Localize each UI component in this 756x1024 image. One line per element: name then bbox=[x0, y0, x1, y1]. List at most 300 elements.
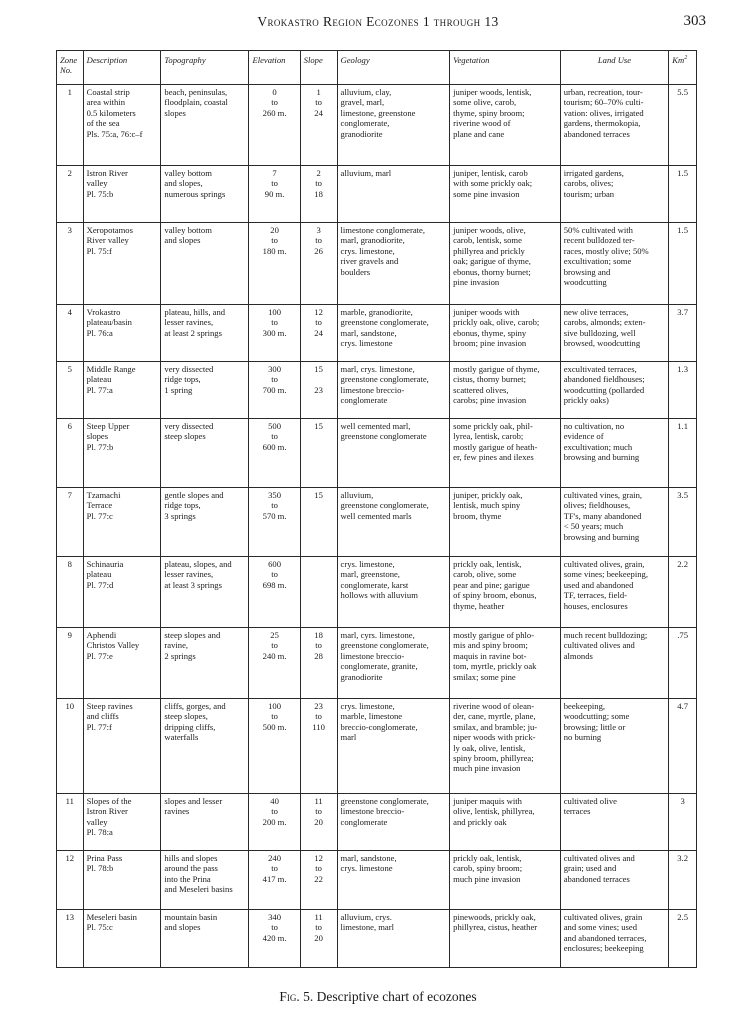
cell-line: 40 bbox=[270, 796, 279, 806]
cell-line: 350 bbox=[268, 490, 282, 500]
cell-line: 20 bbox=[314, 816, 323, 827]
cell-line: woodcutting (pollarded bbox=[563, 384, 645, 395]
cell-line: 600 bbox=[268, 559, 282, 569]
zone-number: 5 bbox=[57, 362, 84, 419]
zone-number: 3 bbox=[57, 223, 84, 305]
running-title: Vrokastro Region Ecozones 1 through 13 bbox=[257, 14, 499, 29]
cell-line: valley bbox=[86, 178, 108, 189]
cell-line: conglomerate, granite, bbox=[340, 661, 418, 672]
zone-number: 9 bbox=[57, 628, 84, 699]
cell-line: tourism; urban bbox=[563, 188, 615, 199]
cell-line: beach, peninsulas, bbox=[164, 87, 228, 97]
cell-line: no burning bbox=[563, 732, 602, 743]
cell-line: 18 bbox=[314, 630, 323, 640]
description-cell bbox=[83, 557, 161, 628]
cell-line: riverine wood of bbox=[453, 118, 511, 129]
vegetation-cell bbox=[450, 628, 561, 699]
topography-cell bbox=[161, 910, 249, 968]
cell-line: browsing and burning bbox=[563, 452, 640, 463]
cell-line: greenstone conglomerate, bbox=[340, 796, 429, 806]
cell-line: cultivated olives and bbox=[563, 853, 635, 863]
land-use-cell bbox=[560, 910, 669, 968]
km2-cell: 2.2 bbox=[669, 557, 697, 628]
geology-cell bbox=[337, 362, 450, 419]
cell-line: used and abandoned bbox=[563, 579, 634, 590]
elevation-cell bbox=[249, 488, 300, 557]
description-cell bbox=[83, 488, 161, 557]
cell-line: into the Prina bbox=[164, 873, 211, 884]
elevation-cell bbox=[249, 85, 300, 166]
cell-line: pine invasion bbox=[453, 277, 500, 288]
cell-line: Pl. 78:a bbox=[86, 827, 113, 838]
cell-line: der, cane, myrtle, plane, bbox=[453, 711, 536, 722]
col-header-land-use: Land Use bbox=[560, 51, 669, 85]
cell-line: alluvium, crys. bbox=[340, 912, 392, 922]
cell-line: very dissected bbox=[164, 421, 214, 431]
cell-line: 100 bbox=[268, 701, 282, 711]
table-row bbox=[57, 628, 697, 699]
cell-line: to bbox=[271, 374, 278, 385]
cell-line: at least 3 springs bbox=[164, 579, 222, 590]
cell-line: mostly garigue of heath- bbox=[453, 441, 538, 452]
cell-line: smilax, and bramble; ju- bbox=[453, 721, 538, 732]
km2-cell: 1.3 bbox=[669, 362, 697, 419]
cell-line: crys. limestone, bbox=[340, 245, 395, 256]
cell-line: carobs, olives; bbox=[563, 178, 614, 189]
cell-line: maquis in ravine bot- bbox=[453, 650, 527, 661]
cell-line: to bbox=[315, 317, 322, 328]
col-header-elevation: Elevation bbox=[249, 51, 300, 85]
table-body bbox=[57, 85, 697, 968]
cell-line: Pl. 75:b bbox=[86, 188, 114, 199]
km2-cell: 1.5 bbox=[669, 166, 697, 223]
col-header-slope: Slope bbox=[300, 51, 337, 85]
zone-number: 10 bbox=[57, 699, 84, 794]
cell-line: gravel, marl, bbox=[340, 97, 385, 108]
cell-line: Terrace bbox=[86, 500, 113, 511]
cell-line: Christos Valley bbox=[86, 640, 140, 651]
cell-line: marble, limestone bbox=[340, 711, 403, 722]
cell-line: 0 bbox=[272, 87, 277, 97]
cell-line: alluvium, bbox=[340, 490, 374, 500]
cell-line: breccio-conglomerate, bbox=[340, 721, 418, 732]
cell-line: 417 m. bbox=[262, 873, 287, 884]
vegetation-cell bbox=[450, 362, 561, 419]
slope-cell bbox=[300, 419, 337, 488]
land-use-cell bbox=[560, 362, 669, 419]
cell-line: TF's, many abandoned bbox=[563, 510, 642, 521]
cell-line: vation: olives, irrigated bbox=[563, 107, 644, 118]
cell-line: woodcutting; some bbox=[563, 711, 630, 722]
cell-line: and cliffs bbox=[86, 711, 119, 722]
cell-line: some prickly oak, phil- bbox=[453, 421, 533, 431]
cell-line: 23 bbox=[314, 701, 323, 711]
cell-line: cultivated olives, grain, bbox=[563, 559, 645, 569]
slope-cell bbox=[300, 166, 337, 223]
geology-cell bbox=[337, 166, 450, 223]
cell-line: prickly oaks) bbox=[563, 395, 609, 406]
vegetation-cell bbox=[450, 699, 561, 794]
elevation-cell bbox=[249, 362, 300, 419]
cell-line: browsed, woodcutting bbox=[563, 338, 641, 349]
cell-line: Pl. 77:e bbox=[86, 650, 113, 661]
geology-cell bbox=[337, 305, 450, 362]
km2-cell: 2.5 bbox=[669, 910, 697, 968]
geology-cell bbox=[337, 419, 450, 488]
cell-line: 24 bbox=[314, 327, 323, 338]
cell-line: much pine invasion bbox=[453, 873, 521, 884]
land-use-cell bbox=[560, 851, 669, 910]
topography-cell bbox=[161, 628, 249, 699]
cell-line: steep slopes, bbox=[164, 711, 208, 722]
cell-line: plateau, hills, and bbox=[164, 307, 226, 317]
elevation-cell bbox=[249, 305, 300, 362]
cell-line: juniper, prickly oak, bbox=[453, 490, 523, 500]
cell-line: to bbox=[271, 640, 278, 651]
cell-line: granodiorite bbox=[340, 671, 383, 682]
cell-line: crys. limestone, bbox=[340, 701, 395, 711]
elevation-cell bbox=[249, 910, 300, 968]
cell-line: limestone breccio- bbox=[340, 806, 405, 817]
cell-line: 570 m. bbox=[262, 510, 287, 521]
cell-line: steep slopes bbox=[164, 431, 206, 442]
cell-line: 7 bbox=[272, 168, 277, 178]
cell-line: juniper, lentisk, carob bbox=[453, 168, 528, 178]
cell-line: 18 bbox=[314, 188, 323, 199]
zone-number: 12 bbox=[57, 851, 84, 910]
cell-line: dripping cliffs, bbox=[164, 721, 216, 732]
cell-line: Steep ravines bbox=[86, 701, 133, 711]
cell-line: to bbox=[271, 178, 278, 189]
cell-line: with some prickly oak; bbox=[453, 178, 533, 189]
cell-line: much recent bulldozing; bbox=[563, 630, 648, 640]
cell-line: to bbox=[271, 711, 278, 722]
cell-line: prickly oak, lentisk, bbox=[453, 559, 522, 569]
vegetation-cell bbox=[450, 794, 561, 851]
cell-line: to bbox=[271, 97, 278, 108]
header-row bbox=[57, 51, 697, 85]
cell-line: browsing and burning bbox=[563, 531, 640, 542]
cell-line: 240 m. bbox=[262, 650, 287, 661]
slope-cell bbox=[300, 699, 337, 794]
cell-line: well cemented marl, bbox=[340, 421, 411, 431]
geology-cell bbox=[337, 557, 450, 628]
cell-line: evidence of bbox=[563, 431, 604, 442]
description-cell bbox=[83, 419, 161, 488]
cell-line: oak; garigue of thyme, bbox=[453, 256, 531, 267]
cell-line: marl bbox=[340, 732, 357, 743]
cell-line: houses, enclosures bbox=[563, 600, 628, 611]
slope-cell bbox=[300, 628, 337, 699]
elevation-cell bbox=[249, 794, 300, 851]
cell-line: and slopes, bbox=[164, 178, 203, 189]
cell-line: 50% cultivated with bbox=[563, 225, 633, 235]
zone-number: 13 bbox=[57, 910, 84, 968]
geology-cell bbox=[337, 910, 450, 968]
cell-line: 2 springs bbox=[164, 650, 196, 661]
cell-line: greenstone conglomerate, bbox=[340, 640, 429, 651]
cell-line: to bbox=[271, 317, 278, 328]
elevation-cell bbox=[249, 851, 300, 910]
cell-line: excultivation; much bbox=[563, 441, 633, 452]
cell-line: Slopes of the bbox=[86, 796, 132, 806]
topography-cell bbox=[161, 85, 249, 166]
running-head bbox=[0, 10, 756, 34]
cell-line: ebonus, thorny burnet; bbox=[453, 266, 531, 277]
cell-line: ridge tops, bbox=[164, 374, 201, 385]
cell-line: broom; pine invasion bbox=[453, 338, 527, 349]
vegetation-cell bbox=[450, 557, 561, 628]
cell-line: around the pass bbox=[164, 863, 218, 874]
table-row bbox=[57, 419, 697, 488]
cell-line: browsing and bbox=[563, 266, 611, 277]
cell-line: carobs, almonds; exten- bbox=[563, 317, 646, 328]
cell-line: marl, crys. limestone, bbox=[340, 364, 415, 374]
cell-line: grain; used and bbox=[563, 863, 617, 874]
cell-line: limestone breccio- bbox=[340, 384, 405, 395]
zone-number: 4 bbox=[57, 305, 84, 362]
cell-line: 15 bbox=[314, 421, 323, 431]
cell-line: valley bbox=[86, 816, 108, 827]
km2-cell: 3.5 bbox=[669, 488, 697, 557]
cell-line: new olive terraces, bbox=[563, 307, 629, 317]
land-use-cell bbox=[560, 628, 669, 699]
cell-line: 500 bbox=[268, 421, 282, 431]
cell-line: Pl. 75:f bbox=[86, 245, 112, 256]
cell-line: mountain basin bbox=[164, 912, 218, 922]
cell-line: pinewoods, prickly oak, bbox=[453, 912, 536, 922]
col-header-km2: Km$^2$ bbox=[669, 51, 697, 85]
cell-line: browsing; little or bbox=[563, 721, 626, 732]
cell-line: crys. limestone bbox=[340, 338, 393, 349]
cell-line: cultivated olives and bbox=[563, 640, 635, 651]
cell-line: 300 m. bbox=[262, 327, 287, 338]
cell-line: Pl. 75:c bbox=[86, 922, 113, 933]
cell-line: to bbox=[271, 235, 278, 246]
cell-line: races, mostly olive; 50% bbox=[563, 245, 649, 256]
vegetation-cell bbox=[450, 305, 561, 362]
cell-line: prickly oak, lentisk, bbox=[453, 853, 522, 863]
cell-line: some vines; beekeeping, bbox=[563, 569, 648, 580]
col-header-vegetation: Vegetation bbox=[450, 51, 561, 85]
land-use-cell bbox=[560, 488, 669, 557]
cell-line: 698 m. bbox=[262, 579, 287, 590]
cell-line: thyme, heather bbox=[453, 600, 505, 611]
vegetation-cell bbox=[450, 419, 561, 488]
cell-line: recent bulldozed ter- bbox=[563, 235, 635, 246]
cell-line: steep slopes and bbox=[164, 630, 221, 640]
cell-line: and slopes bbox=[164, 235, 201, 246]
cell-line: crys. limestone, bbox=[340, 559, 395, 569]
vegetation-cell bbox=[450, 488, 561, 557]
cell-line: at least 2 springs bbox=[164, 327, 222, 338]
cell-line: spiny broom, phillyrea; bbox=[453, 753, 534, 764]
description-cell bbox=[83, 851, 161, 910]
cell-line: terraces bbox=[563, 806, 591, 817]
cell-line: Pl. 77:b bbox=[86, 441, 114, 452]
cell-line: limestone, greenstone bbox=[340, 107, 416, 118]
cell-line: to bbox=[315, 806, 322, 817]
cell-line: very dissected bbox=[164, 364, 214, 374]
cell-line: abandoned terraces bbox=[563, 873, 630, 884]
cell-line: phillyrea, cistus, heather bbox=[453, 922, 538, 933]
zone-number: 8 bbox=[57, 557, 84, 628]
cell-line: mostly garigue of phlo- bbox=[453, 630, 535, 640]
cell-line: urban, recreation, tour- bbox=[563, 87, 643, 97]
cell-line: Pls. 75:a, 76:c–f bbox=[86, 128, 143, 139]
cell-line: valley bottom bbox=[164, 225, 212, 235]
cell-line: no cultivation, no bbox=[563, 421, 625, 431]
km2-cell: 3 bbox=[669, 794, 697, 851]
cell-line: Middle Range bbox=[86, 364, 136, 374]
cell-line: 3 bbox=[316, 225, 321, 235]
cell-line: scattered olives, bbox=[453, 384, 509, 395]
description-cell bbox=[83, 794, 161, 851]
topography-cell bbox=[161, 223, 249, 305]
km2-cell: 4.7 bbox=[669, 699, 697, 794]
col-header-zone: Zone No. bbox=[57, 51, 84, 85]
cell-line: 600 m. bbox=[262, 441, 287, 452]
topography-cell bbox=[161, 488, 249, 557]
table-row bbox=[57, 166, 697, 223]
cell-line: to bbox=[315, 922, 322, 933]
slope-cell bbox=[300, 362, 337, 419]
topography-cell bbox=[161, 305, 249, 362]
cell-line: carobs; pine invasion bbox=[453, 395, 527, 406]
cell-line: ebonus, thyme, spiny bbox=[453, 327, 527, 338]
cell-line: plateau, slopes, and bbox=[164, 559, 232, 569]
cell-line: 12 bbox=[314, 853, 323, 863]
cell-line: mis and spiny broom; bbox=[453, 640, 528, 651]
cell-line: 28 bbox=[314, 650, 323, 661]
cell-line: irrigated gardens, bbox=[563, 168, 624, 178]
table-row bbox=[57, 557, 697, 628]
cell-line: 1 spring bbox=[164, 384, 193, 395]
cell-line: marble, granodiorite, bbox=[340, 307, 413, 317]
cell-line: niper woods with prick- bbox=[453, 732, 536, 743]
geology-cell bbox=[337, 851, 450, 910]
cell-line: Tzamachi bbox=[86, 490, 121, 500]
cell-line: 180 m. bbox=[262, 245, 287, 256]
table-row bbox=[57, 223, 697, 305]
cell-line: almonds bbox=[563, 650, 593, 661]
cell-line: Pl. 78:b bbox=[86, 863, 114, 874]
cell-line: Steep Upper bbox=[86, 421, 130, 431]
elevation-cell bbox=[249, 628, 300, 699]
cell-line: to bbox=[315, 97, 322, 108]
cell-line: plateau/basin bbox=[86, 317, 132, 328]
cell-line: broom, thyme bbox=[453, 510, 502, 521]
cell-line: 420 m. bbox=[262, 932, 287, 943]
cell-line: 0.5 kilometers bbox=[86, 107, 136, 118]
zone-number: 2 bbox=[57, 166, 84, 223]
cell-line: to bbox=[271, 922, 278, 933]
land-use-cell bbox=[560, 557, 669, 628]
cell-line: excultivated terraces, bbox=[563, 364, 637, 374]
zone-number: 1 bbox=[57, 85, 84, 166]
col-header-geology: Geology bbox=[337, 51, 450, 85]
cell-line: riverine wood of olean- bbox=[453, 701, 535, 711]
slope-cell bbox=[300, 910, 337, 968]
geology-cell bbox=[337, 628, 450, 699]
col-header-description: Description bbox=[83, 51, 161, 85]
cell-line: juniper woods, lentisk, bbox=[453, 87, 532, 97]
cell-line: marl, greenstone, bbox=[340, 569, 400, 580]
km2-cell: 5.5 bbox=[669, 85, 697, 166]
vegetation-cell bbox=[450, 851, 561, 910]
caption-text: Descriptive chart of ecozones bbox=[316, 989, 477, 1004]
km2-cell: 1.5 bbox=[669, 223, 697, 305]
land-use-cell bbox=[560, 305, 669, 362]
cell-line: crys. limestone bbox=[340, 863, 393, 874]
description-cell bbox=[83, 628, 161, 699]
cell-line: woodcutting bbox=[563, 277, 607, 288]
cell-line: Pl. 77:f bbox=[86, 721, 112, 732]
cell-line: 200 m. bbox=[262, 816, 287, 827]
cell-line: hills and slopes bbox=[164, 853, 218, 863]
cell-line: and abandoned terraces, bbox=[563, 932, 647, 943]
cell-line: Aphendi bbox=[86, 630, 117, 640]
cell-line: 11 bbox=[314, 912, 323, 922]
cell-line: Coastal strip bbox=[86, 87, 130, 97]
cell-line: slopes bbox=[86, 431, 109, 442]
description-cell bbox=[83, 305, 161, 362]
cell-line: of spiny broom, ebonus, bbox=[453, 590, 537, 601]
description-cell bbox=[83, 699, 161, 794]
cell-line: 23 bbox=[314, 384, 323, 395]
cell-line: ravine, bbox=[164, 640, 189, 651]
cell-line: ridge tops, bbox=[164, 500, 201, 511]
cell-line: greenstone conglomerate bbox=[340, 431, 427, 442]
cell-line: 90 m. bbox=[264, 188, 285, 199]
land-use-cell bbox=[560, 699, 669, 794]
cell-line: gardens, thermokopia, bbox=[563, 118, 641, 129]
cell-line: slopes bbox=[164, 107, 186, 118]
cell-line: juniper maquis with bbox=[453, 796, 522, 806]
cell-line: 300 bbox=[268, 364, 282, 374]
topography-cell bbox=[161, 419, 249, 488]
geology-cell bbox=[337, 794, 450, 851]
cell-line: cultivated olives, grain bbox=[563, 912, 643, 922]
slope-cell bbox=[300, 557, 337, 628]
cell-line: carob, spiny broom; bbox=[453, 863, 523, 874]
cell-line: cultivated olive bbox=[563, 796, 617, 806]
cell-line: cistus, thorny burnet; bbox=[453, 374, 526, 385]
cell-line: 20 bbox=[314, 932, 323, 943]
cell-line: < 50 years; much bbox=[563, 521, 624, 532]
cell-line: lesser ravines, bbox=[164, 569, 214, 580]
cell-line: conglomerate, bbox=[340, 118, 390, 129]
topography-cell bbox=[161, 851, 249, 910]
figure-caption bbox=[0, 989, 756, 1005]
cell-line: Istron River bbox=[86, 806, 128, 817]
land-use-cell bbox=[560, 85, 669, 166]
cell-line: 3 springs bbox=[164, 510, 196, 521]
table-row bbox=[57, 699, 697, 794]
description-cell bbox=[83, 166, 161, 223]
cell-line: 500 m. bbox=[262, 721, 287, 732]
cell-line: beekeeping, bbox=[563, 701, 606, 711]
cell-line: Istron River bbox=[86, 168, 128, 178]
land-use-cell bbox=[560, 166, 669, 223]
topography-cell bbox=[161, 794, 249, 851]
km2-cell: 3.7 bbox=[669, 305, 697, 362]
cell-line: much pine invasion bbox=[453, 763, 521, 774]
zone-number: 7 bbox=[57, 488, 84, 557]
cell-line: greenstone conglomerate, bbox=[340, 317, 429, 328]
geology-cell bbox=[337, 223, 450, 305]
cell-line: 110 bbox=[312, 721, 325, 732]
